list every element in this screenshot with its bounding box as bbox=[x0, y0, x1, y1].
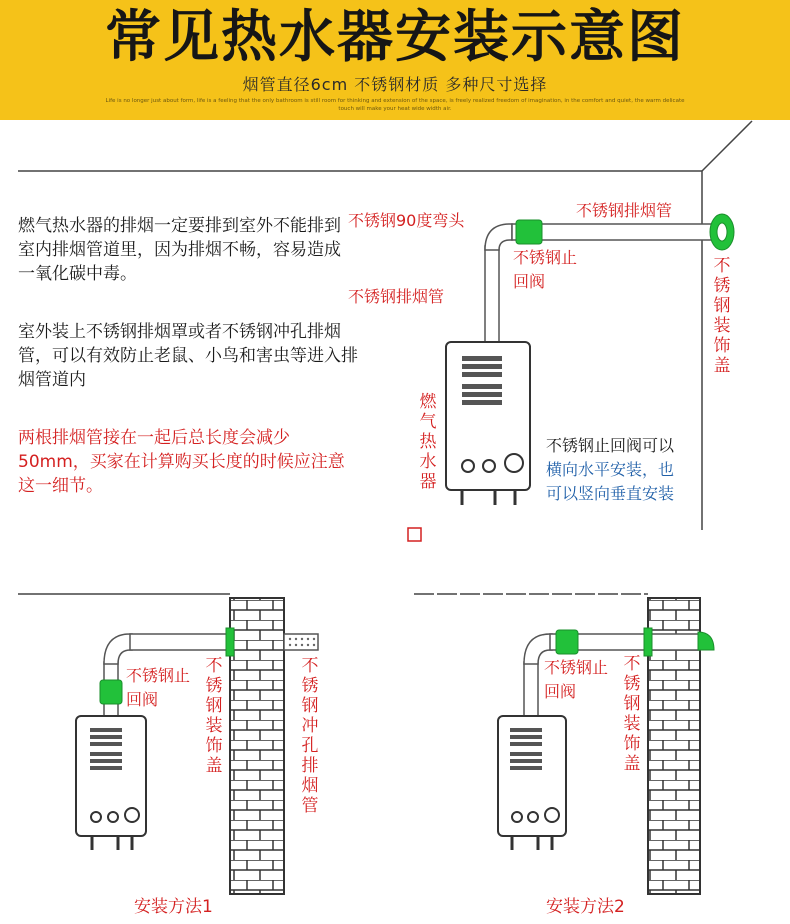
banner-fine-print: Life is no longer just about form, life is a feeling that the only bathroom is still room for thinking and extension of the space, is freely realized freedom of imagination, in the comfort and quiet, the warm delicate touch will make your heat wide width air. bbox=[105, 98, 685, 112]
note-paragraph-2: 室外装上不锈钢排烟罩或者不锈钢冲孔排烟管，可以有效防止老鼠、小鸟和害虫等进入排烟管道内 bbox=[18, 322, 358, 390]
method1-punched-pipe bbox=[284, 634, 318, 650]
method1-cover-label: 不锈钢装饰盖 bbox=[205, 656, 223, 776]
cover-label: 不锈钢装饰盖 bbox=[713, 256, 731, 376]
elbow-label: 不锈钢90度弯头 bbox=[348, 211, 465, 230]
water-heater-main bbox=[446, 342, 530, 505]
method1-cover bbox=[226, 628, 234, 656]
method2-valve-label: 不锈钢止回阀 bbox=[544, 658, 609, 701]
note-paragraph-3: 两根排烟管接在一起后总长度会减少50mm，买家在计算购买长度的时候应注意这一细节。 bbox=[18, 428, 345, 496]
method2-check-valve bbox=[556, 630, 578, 654]
note-paragraph-1: 燃气热水器的排烟一定要排到室外不能排到室内排烟管道里，因为排烟不畅，容易造成一氧化碳中毒。 bbox=[18, 216, 341, 284]
brick-wall-1 bbox=[230, 598, 284, 894]
method2-caption: 安装方法2 bbox=[546, 897, 625, 917]
check-valve bbox=[516, 220, 542, 244]
method2-cover-label: 不锈钢装饰盖 bbox=[623, 654, 641, 774]
marker-square bbox=[408, 528, 421, 541]
check-valve-label: 不锈钢止回阀 bbox=[513, 248, 578, 291]
page-subtitle: 烟管直径6cm 不锈钢材质 多种尺寸选择 bbox=[242, 75, 548, 94]
method1-punched-pipe-label: 不锈钢冲孔排烟管 bbox=[301, 656, 319, 816]
flue-pipe-label-left: 不锈钢排烟管 bbox=[348, 287, 445, 306]
page-title: 常见热水器安装示意图 bbox=[105, 5, 685, 70]
water-heater-1 bbox=[76, 716, 146, 850]
valve-note-line-2: 横向水平安装，也 bbox=[546, 460, 675, 479]
heater-label: 燃气热水器 bbox=[419, 392, 437, 492]
water-heater-2 bbox=[498, 716, 566, 850]
method1-caption: 安装方法1 bbox=[134, 897, 213, 917]
method1-valve-label: 不锈钢止回阀 bbox=[126, 666, 191, 709]
method2-cover-outer bbox=[698, 632, 714, 650]
method1-check-valve bbox=[100, 680, 122, 704]
valve-note-line-1: 不锈钢止回阀可以 bbox=[546, 436, 675, 455]
flue-pipe-label-top: 不锈钢排烟管 bbox=[576, 201, 673, 220]
valve-note-line-3: 可以竖向垂直安装 bbox=[546, 484, 675, 503]
method2-cover-inner bbox=[644, 628, 652, 656]
